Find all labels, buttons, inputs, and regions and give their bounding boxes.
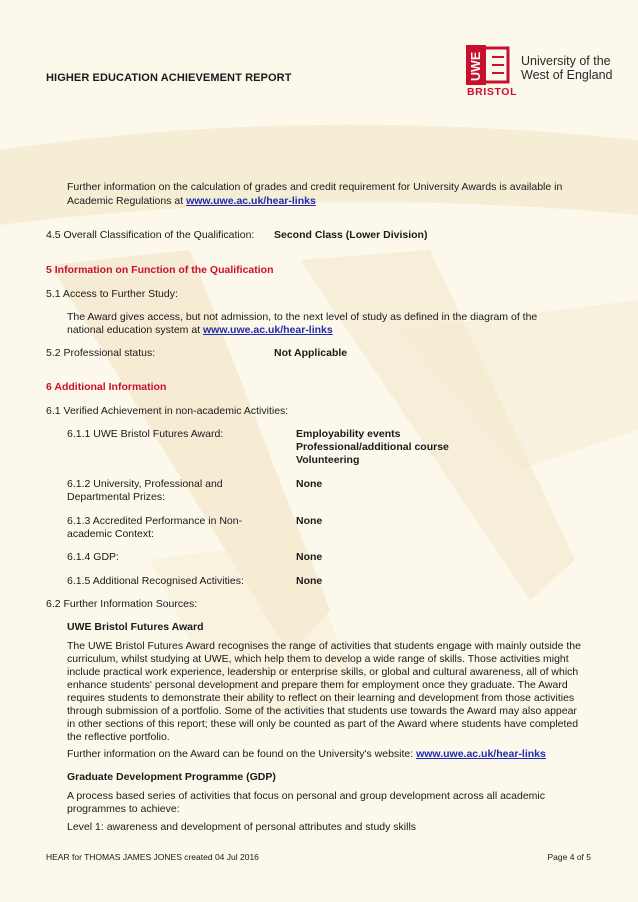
professional-status-label: 5.2 Professional status: [46,347,156,359]
logo-bristol-text: BRISTOL [467,86,518,98]
access-text-line2: national education system at www.uwe.ac.uk/hear-links [67,324,333,336]
prizes-value: None [296,478,323,490]
section5-heading: 5 Information on Function of the Qualification [46,264,274,276]
hear-link[interactable]: www.uwe.ac.uk/hear-links [186,195,316,207]
futures-para-line: curriculum, whilst studying at UWE, which help them to develop a wide range of skills. Those activities might [67,653,569,665]
recognised-activities-value: None [296,575,323,587]
classification-value: Second Class (Lower Division) [274,229,428,241]
section6-heading: 6 Additional Information [46,381,167,393]
svg-text:UWE: UWE [469,51,483,81]
futures-para-line: requires students to demonstrate their ability to reflect on their learning and development from those activities [67,692,575,704]
footer-created: HEAR for THOMAS JAMES JONES created 04 Jul 2016 [46,852,259,862]
uwe-logo [466,45,616,105]
accredited-label-line2: academic Context: [67,528,154,540]
hear-link[interactable]: www.uwe.ac.uk/hear-links [203,324,333,336]
futures-award-value-3: Volunteering [296,454,360,466]
logo-university-name: University of the West of England [521,54,613,82]
access-label: 5.1 Access to Further Study: [46,288,178,300]
further-sources-label: 6.2 Further Information Sources: [46,598,198,610]
futures-award-heading: UWE Bristol Futures Award [67,621,204,633]
professional-status-value: Not Applicable [274,347,348,359]
accredited-label-line1: 6.1.3 Accredited Performance in Non- [67,515,243,527]
futures-para-line: through submission of a portfolio. Some of the activities that students use towards the Award may also appear [67,705,577,717]
access-text-line1: The Award gives access, but not admission, to the next level of study as defined in the diagram of the [67,311,538,323]
calc-info-line1: Further information on the calculation of grades and credit requirement for University Awards is available in [67,181,563,193]
gdp-level1: Level 1: awareness and development of personal attributes and study skills [67,821,417,833]
report-title: HIGHER EDUCATION ACHIEVEMENT REPORT [46,72,292,84]
prizes-label-line1: 6.1.2 University, Professional and [67,478,223,490]
gdp-value: None [296,551,323,563]
futures-para-line: include practical work experience, leadership or enterprise skills, or global and cultural awareness, all of which [67,666,579,678]
futures-award-label: 6.1.1 UWE Bristol Futures Award: [67,428,224,440]
prizes-label-line2: Departmental Prizes: [67,491,166,503]
gdp-para-line2: programmes to achieve: [67,803,180,815]
footer-page-number: Page 4 of 5 [547,852,591,862]
futures-para-line: The UWE Bristol Futures Award recognises the range of activities that students engage with mainly outside the [67,640,581,652]
uwe-logo-mark [466,45,512,85]
verified-achievement-label: 6.1 Verified Achievement in non-academic Activities: [46,405,289,417]
gdp-para-line1: A process based series of activities that focus on personal and group development across all academic [67,790,546,802]
accredited-value: None [296,515,323,527]
futures-award-value-2: Professional/additional course [296,441,449,453]
hear-link[interactable]: www.uwe.ac.uk/hear-links [416,748,546,760]
gdp-heading: Graduate Development Programme (GDP) [67,771,276,783]
futures-para-line: in other sections of this report; these will only be counted as part of the Award where students have completed [67,718,579,730]
classification-label: 4.5 Overall Classification of the Qualification: [46,229,255,241]
futures-more-info: Further information on the Award can be found on the University's website: www.uwe.ac.uk/hear-links [67,748,546,760]
recognised-activities-label: 6.1.5 Additional Recognised Activities: [67,575,244,587]
futures-para-line: the reflective portfolio. [67,731,170,743]
futures-award-value-1: Employability events [296,428,401,440]
gdp-label: 6.1.4 GDP: [67,551,119,563]
futures-para-line: enhance students' personal development and prepare them for employment once they graduate. The Award [67,679,568,691]
calc-info-line2: Academic Regulations at www.uwe.ac.uk/hear-links [67,195,316,207]
